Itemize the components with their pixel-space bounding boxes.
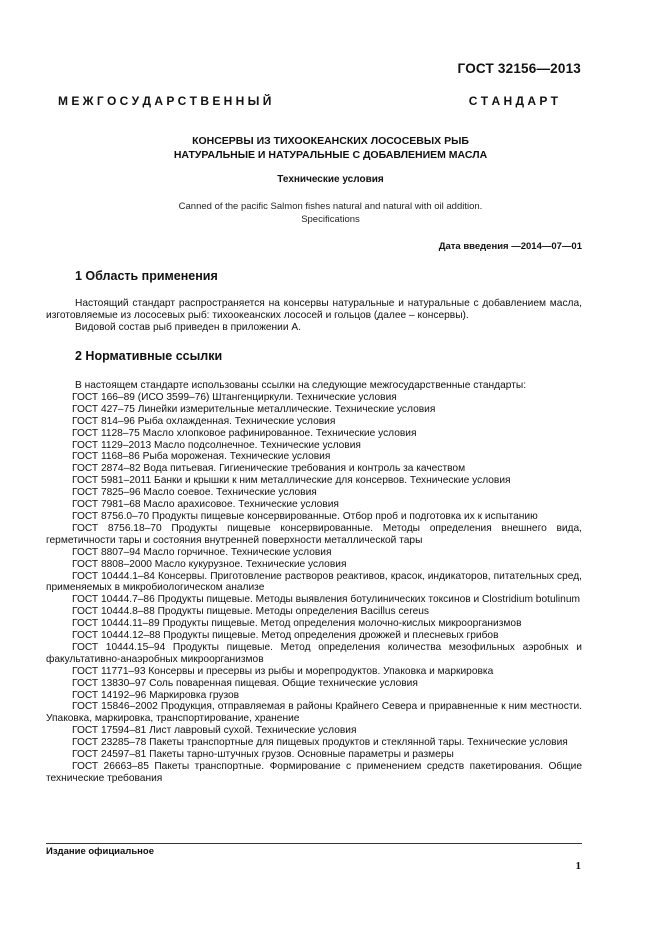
reference-item: ГОСТ 2874–82 Вода питьевая. Гигиенические требования и контроль за качеством [72, 463, 466, 475]
english-title-line-1: Canned of the pacific Salmon fishes natural and natural with oil addition. [178, 201, 483, 212]
reference-item: ГОСТ 8756.0–70 Продукты пищевые консервированные. Отбор проб и подготовка их к испытанию [72, 510, 538, 522]
reference-item: ГОСТ 7825–96 Масло соевое. Технические условия [72, 487, 317, 499]
section-2-heading: 2 Нормативные ссылки [75, 349, 223, 363]
reference-item: ГОСТ 15846–2002 Продукция, отправляемая в районы Крайнего Севера и приравненные к ним местности. Упаковка, маркировка, транспортирование, хранение [46, 701, 582, 725]
section-1-paragraph: Настоящий стандарт распространяется на консервы натуральные и натуральные с добавлением масла, изготовляемые из лососевых рыб: тихоокеанских лососей и гольцов (далее – консервы). [46, 298, 582, 321]
reference-item: ГОСТ 427–75 Линейки измерительные металлические. Технические условия [72, 403, 436, 415]
standard-id: ГОСТ 32156—2013 [457, 61, 581, 76]
reference-item: ГОСТ 5981–2011 Банки и крышки к ним металлические для консервов. Технические условия [72, 475, 511, 487]
reference-item: ГОСТ 1168–86 Рыба мороженая. Технические условия [72, 451, 331, 463]
english-title-line-2: Specifications [301, 213, 360, 225]
interstate-standard-banner [58, 94, 558, 108]
reference-item: ГОСТ 13830–97 Соль поваренная пищевая. Общие технические условия [72, 677, 418, 689]
reference-item: ГОСТ 10444.11–89 Продукты пищевые. Метод определения молочно-кислых микроорганизмов [72, 618, 522, 630]
reference-item: ГОСТ 23285–78 Пакеты транспортные для пищевых продуктов и стеклянной тары. Технические условия [72, 737, 568, 749]
reference-item: ГОСТ 14192–96 Маркировка грузов [72, 689, 240, 701]
section-2-body [46, 380, 582, 785]
reference-item: ГОСТ 7981–68 Масло арахисовое. Технические условия [72, 499, 339, 511]
standard-word: С Т А Н Д А Р Т [468, 94, 558, 108]
title-line-1: КОНСЕРВЫ ИЗ ТИХООКЕАНСКИХ ЛОСОСЕВЫХ РЫБ [192, 135, 469, 147]
reference-item: ГОСТ 10444.7–86 Продукты пищевые. Методы выявления ботулинических токсинов и Clostridium botulinum [72, 594, 580, 606]
section-1-heading: 1 Область применения [75, 269, 218, 283]
footer-divider [46, 843, 582, 844]
reference-item: ГОСТ 1128–75 Масло хлопковое рафинированное. Технические условия [72, 427, 417, 439]
page-number: 1 [575, 860, 581, 872]
reference-item: ГОСТ 8756.18–70 Продукты пищевые консервированные. Методы определения внешнего вида, герметичности тары и состояния внутренней поверхности металлической тары [46, 522, 582, 546]
reference-item: ГОСТ 17594–81 Лист лавровый сухой. Технические условия [72, 725, 357, 737]
reference-item: ГОСТ 11771–93 Консервы и пресервы из рыбы и морепродуктов. Упаковка и маркировка [72, 665, 494, 677]
reference-item: ГОСТ 24597–81 Пакеты тарно-штучных грузов. Основные параметры и размеры [72, 749, 454, 761]
title-line-2: НАТУРАЛЬНЫЕ И НАТУРАЛЬНЫЕ С ДОБАВЛЕНИЕМ МАСЛА [173, 149, 488, 161]
reference-item: ГОСТ 10444.8–88 Продукты пищевые. Методы определения Bacillus cereus [72, 606, 430, 618]
reference-item: ГОСТ 26663–85 Пакеты транспортные. Формирование с применением средств пакетирования. Общие технические требования [46, 761, 582, 784]
reference-item: ГОСТ 8807–94 Масло горчичное. Технические условия [72, 546, 332, 558]
reference-item: ГОСТ 10444.15–94 Продукты пищевые. Метод определения количества мезофильных аэробных и факультативно-анаэробных микроорганизмов [46, 641, 582, 665]
reference-item: ГОСТ 10444.12–88 Продукты пищевые. Метод определения дрожжей и плесневых грибов [72, 630, 499, 642]
official-edition-label: Издание официальное [46, 846, 154, 857]
reference-item: ГОСТ 166–89 (ИСО 3599–76) Штангенциркули. Технические условия [72, 391, 397, 403]
english-title [0, 201, 661, 226]
introduction-date: Дата введения —2014—07—01 [438, 241, 582, 252]
reference-item: ГОСТ 814–96 Рыба охлажденная. Технические условия [72, 415, 336, 427]
document-title [0, 134, 661, 162]
interstate-word: М Е Ж Г О С У Д А Р С Т В Е Н Н Ы Й [58, 94, 272, 108]
reference-item: ГОСТ 10444.1–84 Консервы. Приготовление растворов реактивов, красок, индикаторов, питательных сред, применяемых в микробиологическом анализе [46, 570, 582, 594]
section-2-intro: В настоящем стандарте использованы ссылки на следующие межгосударственные стандарты: [75, 380, 527, 391]
section-1-body [46, 298, 582, 334]
section-1-paragraph: Видовой состав рыб приведен в приложении А. [75, 321, 302, 333]
reference-item: ГОСТ 8808–2000 Масло кукурузное. Технические условия [72, 558, 347, 570]
reference-item: ГОСТ 1129–2013 Масло подсолнечное. Технические условия [72, 439, 361, 451]
document-subtitle: Технические условия [277, 174, 384, 185]
